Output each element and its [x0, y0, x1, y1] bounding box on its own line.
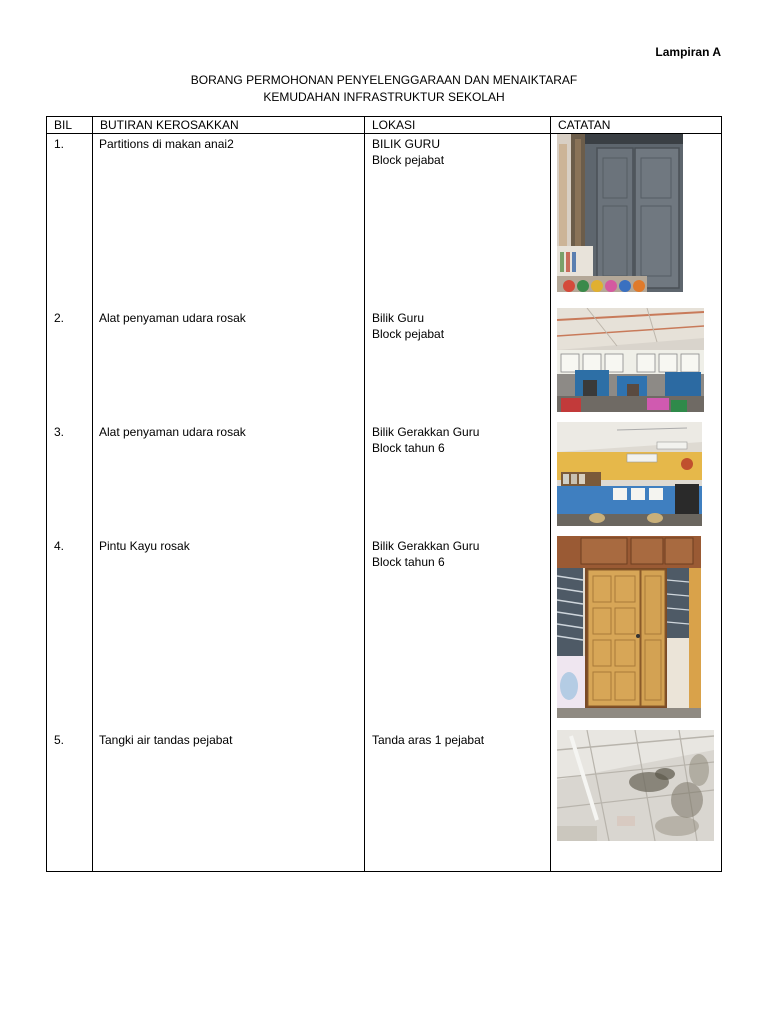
damage-description: Partitions di makan anai2	[93, 134, 365, 308]
ceiling-leak-photo	[557, 730, 714, 841]
annex-label: Lampiran A	[655, 45, 721, 59]
table-row	[47, 308, 722, 422]
column-header-bil: BIL	[47, 117, 93, 134]
notes-cell	[551, 134, 722, 308]
location-cell	[365, 536, 551, 730]
location-line-1: Bilik Gerakkan Guru	[372, 424, 480, 439]
table-row	[47, 730, 722, 872]
location-line-1: BILIK GURU	[372, 137, 441, 151]
table-header-row	[47, 117, 722, 134]
column-header-lokasi: LOKASI	[365, 117, 551, 134]
row-number: 2.	[47, 308, 93, 422]
form-title	[0, 72, 768, 106]
notes-cell	[551, 536, 722, 730]
row-number: 3.	[47, 422, 93, 536]
damage-description: Pintu Kayu rosak	[93, 536, 365, 730]
location-line-2: Block tahun 6	[372, 554, 445, 569]
wooden-door-photo	[557, 536, 701, 718]
notes-cell	[551, 730, 722, 872]
column-header-catatan: CATATAN	[551, 117, 722, 134]
location-cell	[365, 308, 551, 422]
damage-description: Alat penyaman udara rosak	[93, 308, 365, 422]
classroom-photo	[557, 422, 702, 526]
location-cell	[365, 730, 551, 872]
location-line-2: Block pejabat	[372, 153, 445, 167]
location-cell	[365, 134, 551, 308]
location-line-2: Block tahun 6	[372, 440, 445, 455]
damage-description: Tangki air tandas pejabat	[93, 730, 365, 872]
damage-description: Alat penyaman udara rosak	[93, 422, 365, 536]
location-line-1: Bilik Gerakkan Guru	[372, 538, 480, 553]
row-number: 4.	[47, 536, 93, 730]
damage-report-table	[46, 116, 722, 872]
location-line-2: Block pejabat	[372, 326, 445, 341]
column-header-butiran: BUTIRAN KEROSAKKAN	[93, 117, 365, 134]
location-cell	[365, 422, 551, 536]
notes-cell	[551, 422, 722, 536]
table-row	[47, 536, 722, 730]
location-line-1: Bilik Guru	[372, 310, 425, 325]
partition-photo	[557, 134, 683, 292]
table-row	[47, 134, 722, 308]
row-number: 5.	[47, 730, 93, 872]
notes-cell	[551, 308, 722, 422]
row-number: 1.	[47, 134, 93, 308]
form-title-line-1: BORANG PERMOHONAN PENYELENGGARAAN DAN MENAIKTARAF	[190, 73, 578, 87]
staffroom-photo	[557, 308, 704, 412]
table-row	[47, 422, 722, 536]
form-title-line-2: KEMUDAHAN INFRASTRUKTUR SEKOLAH	[263, 90, 505, 104]
location-line-1: Tanda aras 1 pejabat	[372, 732, 485, 747]
